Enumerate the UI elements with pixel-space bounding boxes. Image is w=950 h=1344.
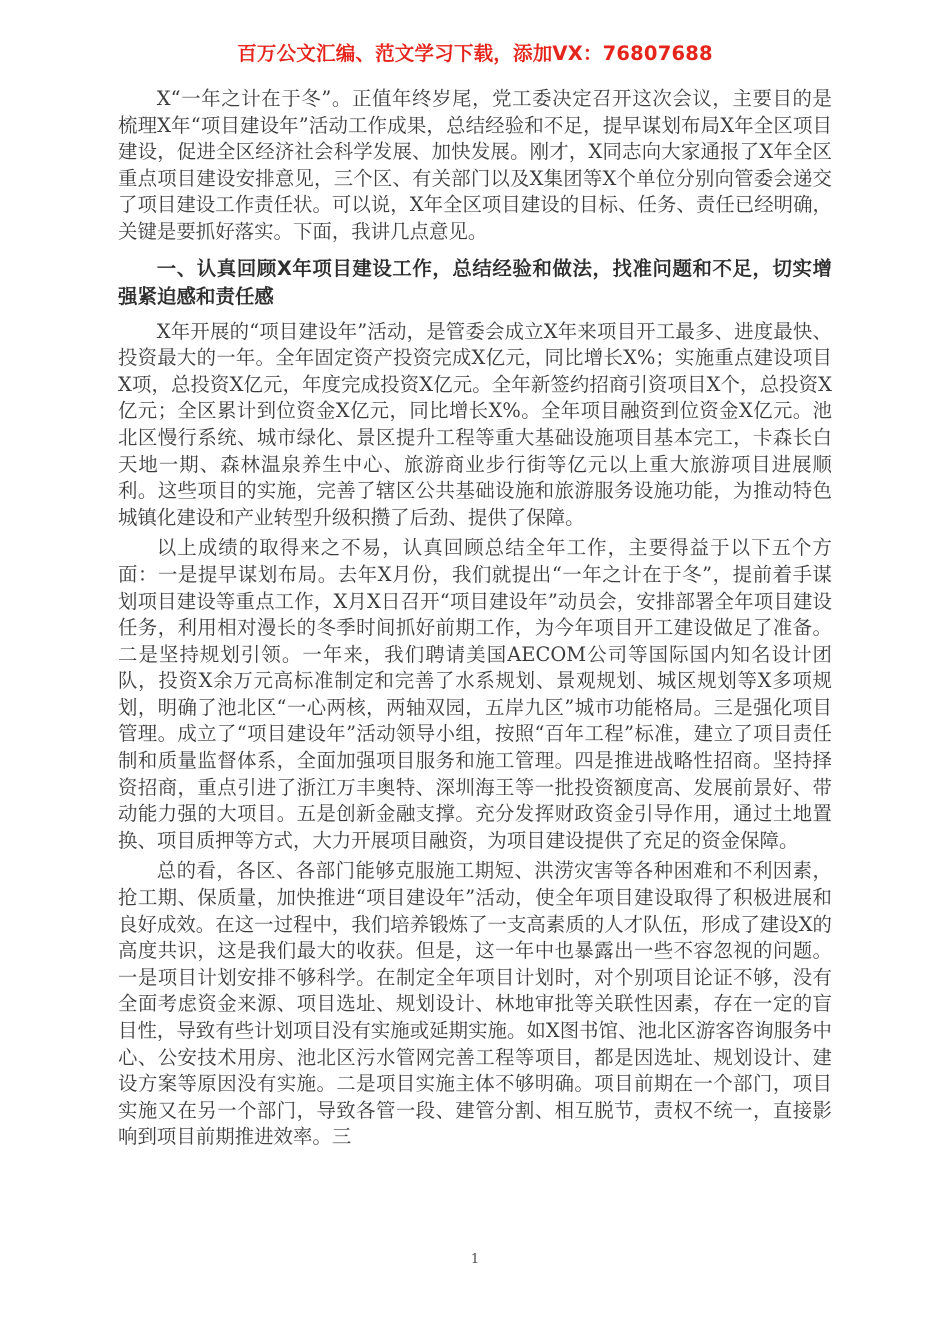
promo-watermark-header: 百万公文汇编、范文学习下载，添加VX：76807688 bbox=[237, 42, 713, 65]
paragraph-body-3: 总的看，各区、各部门能够克服施工期短、洪涝灾害等各种困难和不利因素，抢工期、保质量，加快推进“项目建设年”活动，使全年项目建设取得了积极进展和良好成效。在这一过程中，我们培养锻炼了一支高素质的人才队伍，形成了建设X的高度共识，这是我们最大的收获。但是，这一年中也暴露出一些不容忽视的问题。一是项目计划安排不够科学。在制定全年项目计划时，对个别项目论证不够，没有全面考虑资金来源、项目选址、规划设计、林地审批等关联性因素，存在一定的盲目性，导致有些计划项目没有实施或延期实施。如X图书馆、池北区游客咨询服务中心、公安技术用房、池北区污水管网完善工程等项目，都是因选址、规划设计、建设方案等原因没有实施。二是项目实施主体不够明确。项目前期在一个部门，项目实施又在另一个部门，导致各管一段、建管分割、相互脱节，责权不统一，直接影响到项目前期推进效率。三 bbox=[118, 859, 832, 1149]
section-heading-1: 一、认真回顾X年项目建设工作，总结经验和做法，找准问题和不足，切实增强紧迫感和责任感 bbox=[118, 256, 832, 309]
paragraph-intro: X“一年之计在于冬”。正值年终岁尾，党工委决定召开这次会议，主要目的是梳理X年“项目建设年”活动工作成果，总结经验和不足，提早谋划布局X年全区项目建设，促进全区经济社会科学发展、加快发展。刚才，X同志向大家通报了X年全区重点项目建设安排意见，三个区、有关部门以及X集团等X个单位分别向管委会递交了项目建设工作责任状。可以说，X年全区项目建设的目标、任务、责任已经明确，关键是要抓好落实。下面，我讲几点意见。 bbox=[118, 87, 832, 243]
paragraph-body-2: 以上成绩的取得来之不易，认真回顾总结全年工作，主要得益于以下五个方面：一是提早谋划布局。去年X月份，我们就提出“一年之计在于冬”，提前着手谋划项目建设等重点工作，X月X日召开“项目建设年”动员会，安排部署全年项目建设任务，利用相对漫长的冬季时间抓好前期工作，为今年项目开工建设做足了准备。二是坚持规划引领。一年来，我们聘请美国AECOM公司等国际国内知名设计团队，投资X余万元高标准制定和完善了水系规划、景观规划、城区规划等X多项规划，明确了池北区“一心两核，两轴双园，五岸九区”城市功能格局。三是强化项目管理。成立了“项目建设年”活动领导小组，按照“百年工程”标准，建立了项目责任制和质量监督体系，全面加强项目服务和施工管理。四是推进战略性招商。坚持择资招商，重点引进了浙江万丰奥特、深圳海王等一批投资额度高、发展前景好、带动能力强的大项目。五是创新金融支撑。充分发挥财政资金引导作用，通过土地置换、项目质押等方式，大力开展项目融资，为项目建设提供了充足的资金保障。 bbox=[118, 536, 832, 852]
document-body bbox=[118, 86, 832, 1155]
paragraph-body-1: X年开展的“项目建设年”活动，是管委会成立X年来项目开工最多、进度最快、投资最大的一年。全年固定资产投资完成X亿元，同比增长X%；实施重点建设项目X项，总投资X亿元，年度完成投资X亿元。全年新签约招商引资项目X个，总投资X亿元；全区累计到位资金X亿元，同比增长X%。全年项目融资到位资金X亿元。池北区慢行系统、城市绿化、景区提升工程等重大基础设施项目基本完工，卡森长白天地一期、森林温泉养生中心、旅游商业步行街等亿元以上重大旅游项目进展顺利。这些项目的实施，完善了辖区公共基础设施和旅游服务设施功能，为推动特色城镇化建设和产业转型升级积攒了后劲、提供了保障。 bbox=[118, 319, 832, 529]
page-number-footer: 1 bbox=[470, 1252, 480, 1267]
